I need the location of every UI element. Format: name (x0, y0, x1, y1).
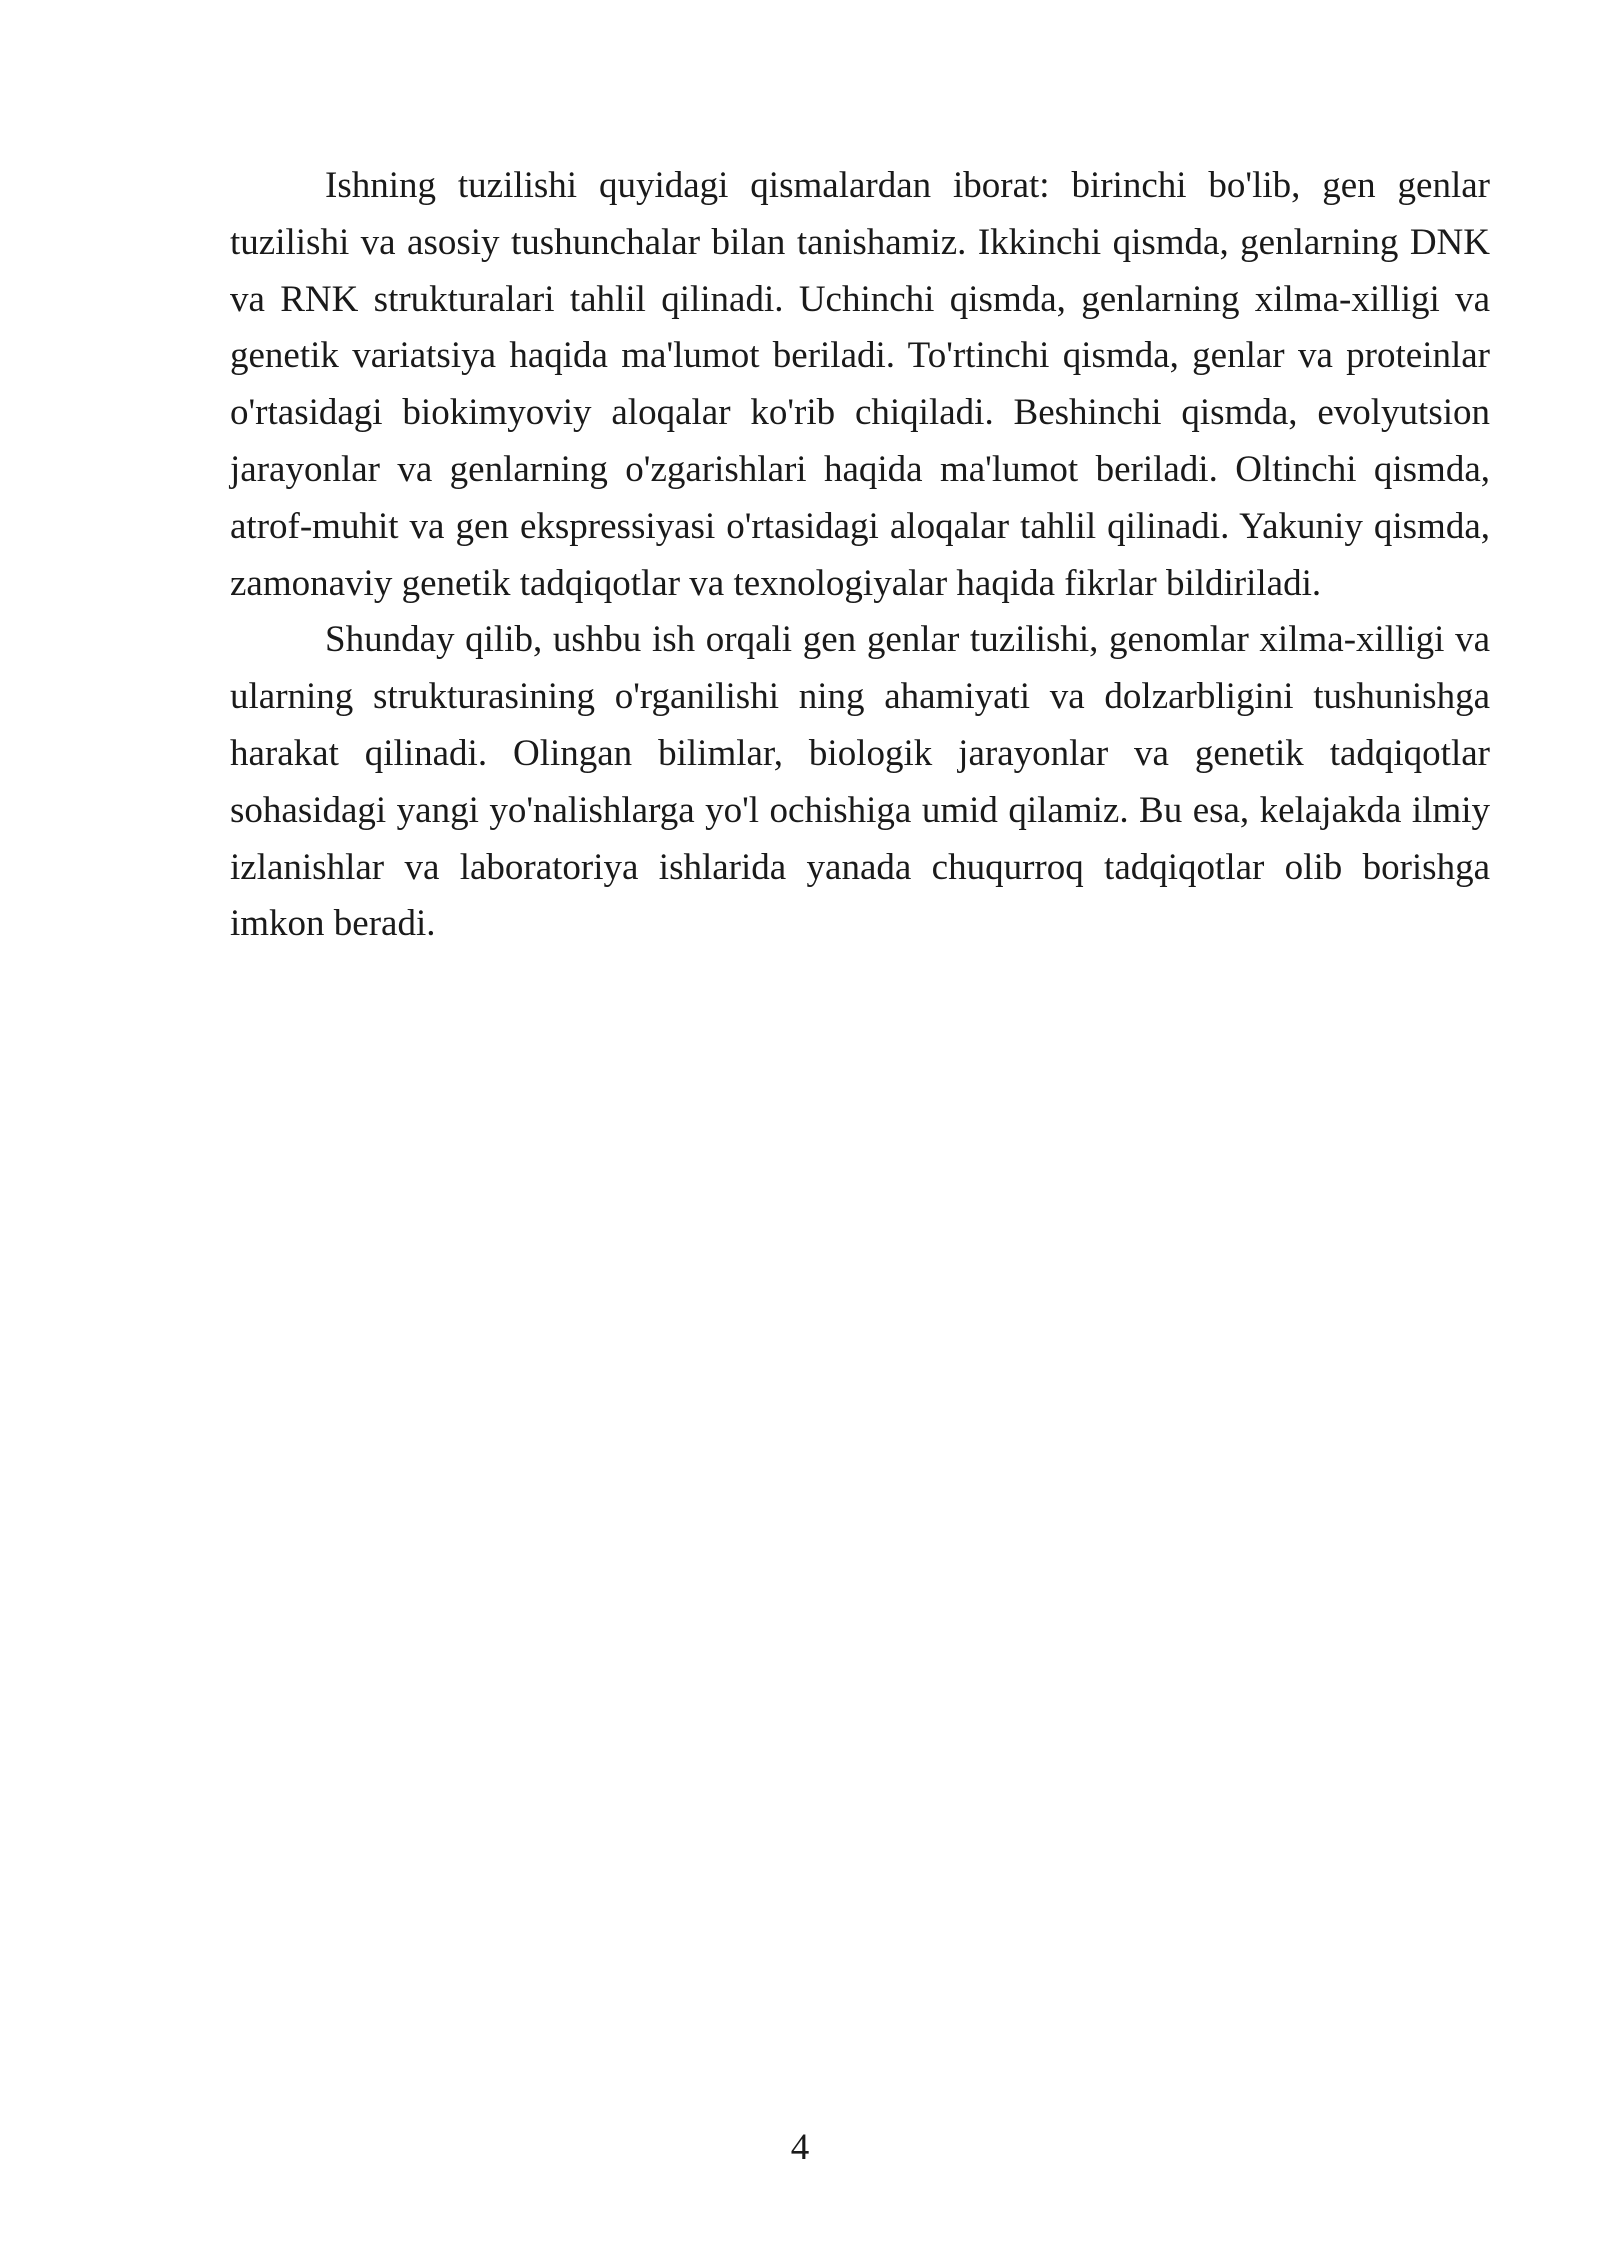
paragraph-structure-overview: Ishning tuzilishi quyidagi qismalardan iborat: birinchi bo'lib, gen genlar tuzilishi va asosiy tushunchalar bilan tanishamiz. Ikkinchi qismda, genlarning DNK va RNK strukturalari tahlil qilinadi. Uchinchi qismda, genlarning xilma-xilligi va genetik variatsiya haqida ma'lumot beriladi. To'rtinchi qismda, genlar va proteinlar o'rtasidagi biokimyoviy aloqalar ko'rib chiqiladi. Beshinchi qismda, evolyutsion jarayonlar va genlarning o'zgarishlari haqida ma'lumot beriladi. Oltinchi qismda, atrof-muhit va gen ekspressiyasi o'rtasidagi aloqalar tahlil qilinadi. Yakuniy qismda, zamonaviy genetik tadqiqotlar va texnologiyalar haqida fikrlar bildiriladi. (230, 165, 1490, 604)
paragraph-conclusion: Shunday qilib, ushbu ish orqali gen genlar tuzilishi, genomlar xilma-xilligi va ularning strukturasining o'rganilishi ning ahamiyati va dolzarbligini tushunishga harakat qilinadi. Olingan bilimlar, biologik jarayonlar va genetik tadqiqotlar sohasidagi yangi yo'nalishlarga yo'l ochishiga umid qilamiz. Bu esa, kelajakda ilmiy izlanishlar va laboratoriya ishlarida yanada chuqurroq tadqiqotlar olib borishga imkon beradi. (230, 619, 1490, 945)
body-text (230, 158, 1490, 953)
page-number: 4 (790, 2127, 810, 2168)
